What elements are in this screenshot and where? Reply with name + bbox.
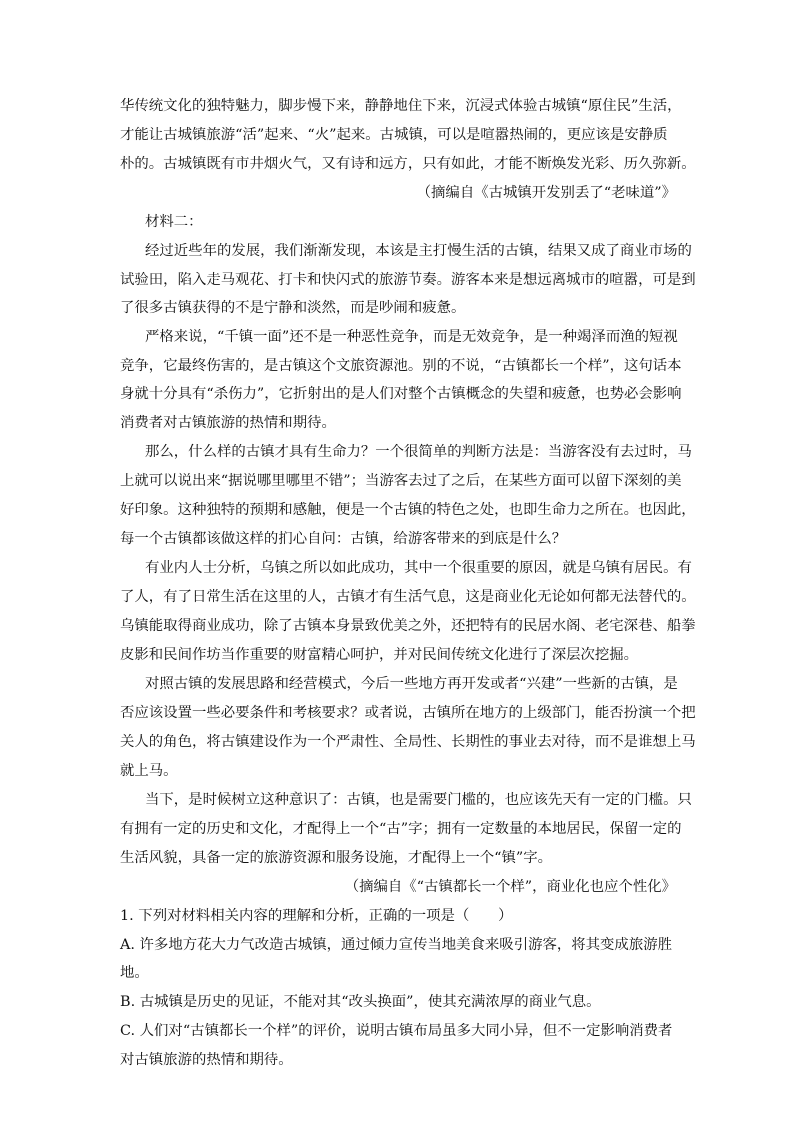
text-line: 试验田，陷入走马观花、打卡和快闪式的旅游节奏。游客本来是想远离城市的喧嚣，可是到	[120, 272, 696, 288]
text-line: 严格来说，“千镇一面”还不是一种恶性竞争，而是无效竞争，是一种竭泽而渔的短视	[145, 329, 678, 345]
option-a-cont: 地。	[120, 965, 149, 981]
section-heading: 材料二：	[145, 214, 203, 230]
text-line: 否应该设置一些必要条件和考核要求？或者说，古镇所在地方的上级部门，能否扮演一个把	[120, 705, 696, 721]
text-line: 关人的角色，将古镇建设作为一个严肃性、全局性、长期性的事业去对待，而不是谁想上马	[120, 734, 696, 750]
question-stem: 1. 下列对材料相关内容的理解和分析，正确的一项是（ ）	[120, 908, 513, 924]
text-line: 了人，有了日常生活在这里的人，古镇才有生活气息，这是商业化无论如何都无法替代的。	[120, 589, 696, 605]
text-line: 经过近些年的发展，我们渐渐发现，本该是主打慢生活的古镇，结果又成了商业市场的	[145, 243, 692, 259]
source-citation: （摘编自《“古镇都长一个样”，商业化也应个性化》	[344, 879, 676, 895]
text-line: 皮影和民间作坊当作重要的财富精心呵护，并对民间传统文化进行了深层次挖掘。	[120, 647, 639, 663]
option-c-cont: 对古镇旅游的热情和期待。	[120, 1052, 293, 1068]
text-line: 了很多古镇获得的不是宁静和淡然，而是吵闹和疲惫。	[120, 300, 466, 316]
text-line: 有拥有一定的历史和文化，才配得上一个“古”字；拥有一定数量的本地居民，保留一定的	[120, 821, 682, 837]
text-line: 有业内人士分析，乌镇之所以如此成功，其中一个很重要的原因，就是乌镇有居民。有	[145, 560, 692, 576]
text-line: 竞争，它最终伤害的，是古镇这个文旅资源池。别的不说，“古镇都长一个样”，这句话本	[120, 358, 682, 374]
text-line: 就上马。	[120, 763, 178, 779]
text-line: 身就十分具有“杀伤力”，它折射出的是人们对整个古镇概念的失望和疲惫，也势必会影响	[120, 386, 682, 402]
option-b: B. 古城镇是历史的见证，不能对其“改头换面”，使其充满浓厚的商业气息。	[120, 994, 601, 1010]
text-line: 生活风貌，具备一定的旅游资源和服务设施，才配得上一个“镇”字。	[120, 850, 553, 866]
text-line: 好印象。这种独特的预期和感触，便是一个古镇的特色之处，也即生命力之所在。也因此，	[120, 502, 696, 518]
option-a: A. 许多地方花大力气改造古城镇，通过倾力宣传当地美食来吸引游客，将其变成旅游胜	[120, 937, 672, 953]
option-c: C. 人们对“古镇都长一个样”的评价，说明古镇布局虽多大同小异，但不一定影响消费者	[120, 1023, 673, 1039]
source-citation: （摘编自《古城镇开发别丢了“老味道”》	[416, 185, 676, 201]
text-line: 对照古镇的发展思路和经营模式，今后一些地方再开发或者“兴建”一些新的古镇，是	[145, 676, 678, 692]
text-line: 那么，什么样的古镇才具有生命力？一个很简单的判断方法是：当游客没有去过时，马	[145, 444, 692, 460]
text-line: 上就可以说出来“据说哪里哪里不错”；当游客去过了之后，在某些方面可以留下深刻的美	[120, 473, 682, 489]
text-line: 当下，是时候树立这种意识了：古镇，也是需要门槛的，也应该先天有一定的门槛。只	[145, 792, 692, 808]
text-line: 才能让古城镇旅游“活”起来、“火”起来。古城镇，可以是喧嚣热闹的，更应该是安静质	[120, 127, 668, 143]
text-line: 华传统文化的独特魅力，脚步慢下来，静静地住下来，沉浸式体验古城镇“原住民”生活，	[120, 98, 682, 114]
text-line: 每一个古镇都该做这样的扪心自问：古镇，给游客带来的到底是什么？	[120, 531, 567, 547]
text-line: 朴的。古城镇既有市井烟火气，又有诗和远方，只有如此，才能不断焕发光彩、历久弥新。	[120, 156, 696, 172]
text-line: 乌镇能取得商业成功，除了古镇本身景致优美之外，还把特有的民居水阁、老宅深巷、船拳	[120, 618, 696, 634]
text-line: 消费者对古镇旅游的热情和期待。	[120, 415, 336, 431]
